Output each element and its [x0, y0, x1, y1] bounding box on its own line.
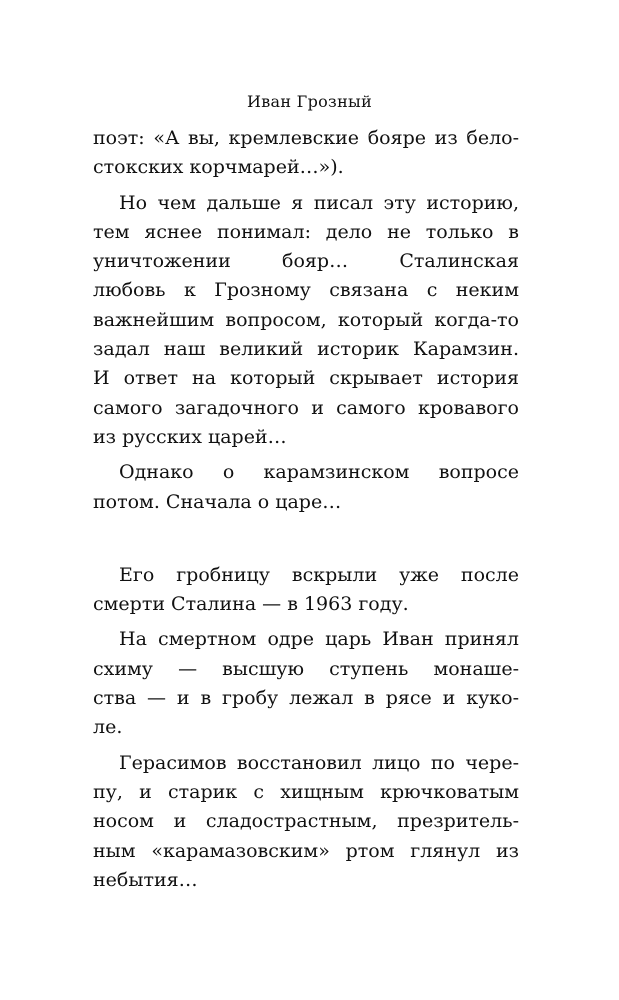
text-line: носом и сладострастным, презритель- [93, 810, 519, 833]
text-line: схиму — высшую ступень монаше- [93, 657, 519, 680]
text-line: Но чем дальше я писал эту историю, [119, 191, 519, 214]
text-line: тем яснее понимал: дело не только в [93, 220, 519, 243]
text-line: из русских царей… [93, 425, 287, 448]
text-line: Однако о карамзинском вопросе [119, 461, 519, 484]
text-line: любовь к Грозному связана с неким [93, 279, 519, 302]
text-line: уничтожении бояр… Сталинская [93, 250, 519, 273]
text-line: важнейшим вопросом, который когда-то [93, 308, 519, 331]
text-line: ства — и в гробу лежал в рясе и куко- [93, 687, 519, 710]
paragraph [93, 625, 519, 742]
text-line: стокских корчмарей…»). [93, 156, 344, 179]
text-line: задал наш великий историк Карамзин. [93, 338, 519, 361]
paragraph [93, 124, 519, 183]
text-line: смерти Сталина — в 1963 году. [93, 593, 409, 616]
text-line: поэт: «А вы, кремлевские бояре из бело- [93, 127, 519, 149]
paragraph [93, 458, 519, 517]
text-line: Его гробницу вскрыли уже после [119, 563, 519, 586]
paragraph [93, 561, 519, 620]
text-line: самого загадочного и самого кровавого [93, 396, 519, 419]
body-text [93, 124, 519, 895]
text-line: И ответ на который скрывает история [93, 367, 519, 390]
paragraph [93, 749, 519, 895]
paragraph [93, 189, 519, 453]
text-line: ным «карамазовским» ртом глянул из [93, 839, 519, 862]
text-line: На смертном одре царь Иван принял [119, 628, 519, 651]
text-line: пу, и старик с хищным крючковатым [93, 780, 519, 803]
running-header: Иван Грозный [246, 92, 373, 111]
text-line: Герасимов восстановил лицо по чере- [119, 751, 519, 774]
text-line: ле. [93, 716, 123, 739]
text-line: небытия… [93, 868, 198, 891]
text-line: потом. Сначала о царе… [93, 490, 342, 513]
